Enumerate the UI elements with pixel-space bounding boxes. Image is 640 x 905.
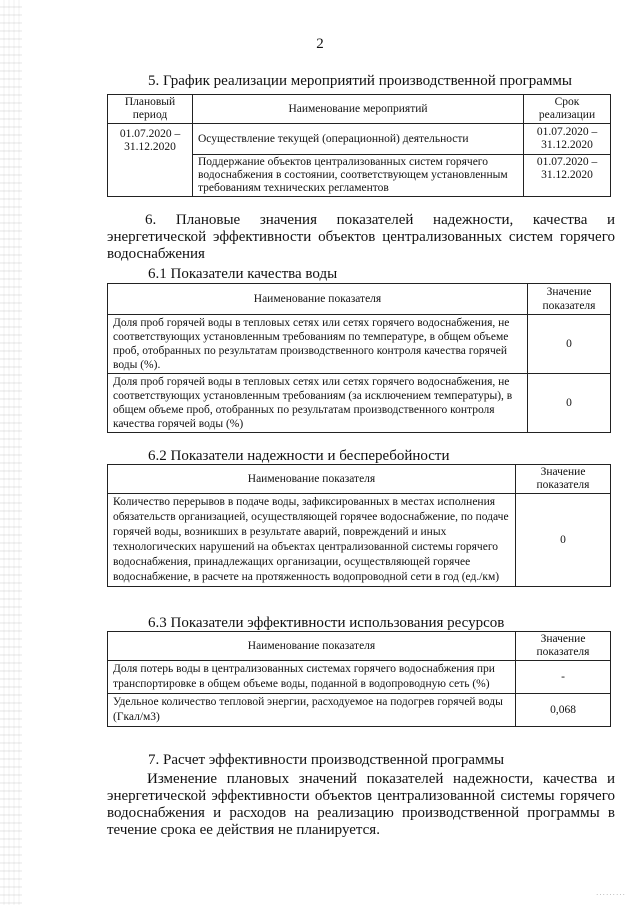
col-header-term: Срок реализации: [524, 95, 611, 124]
table-header-row: [108, 465, 611, 494]
table-row: [108, 315, 611, 374]
col-header-name: Наименование мероприятий: [193, 95, 524, 124]
indicator-name: Доля проб горячей воды в тепловых сетях или сетях горячего водоснабжения, не соответствующих установленным требованиям (за исключением температуры), в общем объеме проб, отобранных по результатам производственного контроля качества горячей воды (%): [108, 374, 528, 433]
table-row: [108, 694, 611, 727]
col-header-value: Значение показателя: [516, 465, 611, 494]
scan-mark: ·········: [596, 891, 626, 899]
indicator-name: Доля потерь воды в централизованных системах горячего водоснабжения при транспортировке в общем объеме воды, поданной в водопроводную сеть (%): [108, 661, 516, 694]
col-header-value: Значение показателя: [516, 632, 611, 661]
activity-term: 01.07.2020 – 31.12.2020: [524, 124, 611, 155]
col-header-name: Наименование показателя: [108, 632, 516, 661]
scan-edge-artifact: [0, 0, 22, 905]
sub2-heading: 6.2 Показатели надежности и бесперебойности: [148, 448, 450, 464]
section6-number: 6.: [145, 212, 157, 228]
indicator-value: 0,068: [516, 694, 611, 727]
sub3-heading: 6.3 Показатели эффективности использования ресурсов: [148, 615, 505, 631]
sub1-heading: 6.1 Показатели качества воды: [148, 266, 338, 282]
reliability-table: [107, 464, 611, 587]
col-header-name: Наименование показателя: [108, 465, 516, 494]
indicator-value: 0: [516, 494, 611, 587]
section6-heading: [107, 212, 615, 263]
section7-heading: 7. Расчет эффективности производственной программы: [148, 752, 505, 768]
table-row: [108, 124, 611, 155]
section6-text: Плановые значения показателей надежности, качества и энергетической эффективности объектов централизованных систем горячего водоснабжения: [107, 212, 616, 262]
indicator-name: Доля проб горячей воды в тепловых сетях или сетях горячего водоснабжения, не соответствующих установленным требованиям по температуре, в общем объеме проб, отобранных по результатам производственного контроля качества горячей воды (%).: [108, 315, 528, 374]
indicator-name: Количество перерывов в подаче воды, зафиксированных в местах исполнения обязательств организацией, осуществляющей горячее водоснабжение, по подаче горячей воды, возникших в результате аварий, повреждений и иных технологических нарушений на объектах централизованной системы горячего водоснабжения, принадлежащих организации, осуществляющей горячее водоснабжение, в расчете на протяженность водопроводной сети в год (ед./км): [108, 494, 516, 587]
activity-name: Осуществление текущей (операционной) деятельности: [193, 124, 524, 155]
page-number: 2: [316, 36, 324, 52]
section5-heading: 5. График реализации мероприятий производственной программы: [148, 73, 572, 89]
indicator-value: 0: [528, 374, 611, 433]
col-header-value: Значение показателя: [528, 284, 611, 315]
schedule-table: [107, 94, 611, 197]
activity-name: Поддержание объектов централизованных систем горячего водоснабжения в состоянии, соответствующем установленным требованиям технических регламентов: [193, 155, 524, 197]
col-header-period: Плановый период: [108, 95, 193, 124]
table-header-row: [108, 632, 611, 661]
table-row: [108, 494, 611, 587]
table-header-row: [108, 95, 611, 124]
section7-text: Изменение плановых значений показателей надежности, качества и энергетической эффективности объектов централизованной системы горячего водоснабжения и расходов на реализацию производственной программы в течение срока ее действия не планируется.: [107, 771, 615, 838]
activity-term: 01.07.2020 – 31.12.2020: [524, 155, 611, 197]
table-row: [108, 661, 611, 694]
indicator-name: Удельное количество тепловой энергии, расходуемое на подогрев горячей воды (Гкал/м3): [108, 694, 516, 727]
table-header-row: [108, 284, 611, 315]
period-cell: 01.07.2020 – 31.12.2020: [108, 124, 193, 197]
quality-table: [107, 283, 611, 433]
indicator-value: 0: [528, 315, 611, 374]
indicator-value: -: [516, 661, 611, 694]
col-header-name: Наименование показателя: [108, 284, 528, 315]
efficiency-table: [107, 631, 611, 727]
table-row: [108, 374, 611, 433]
